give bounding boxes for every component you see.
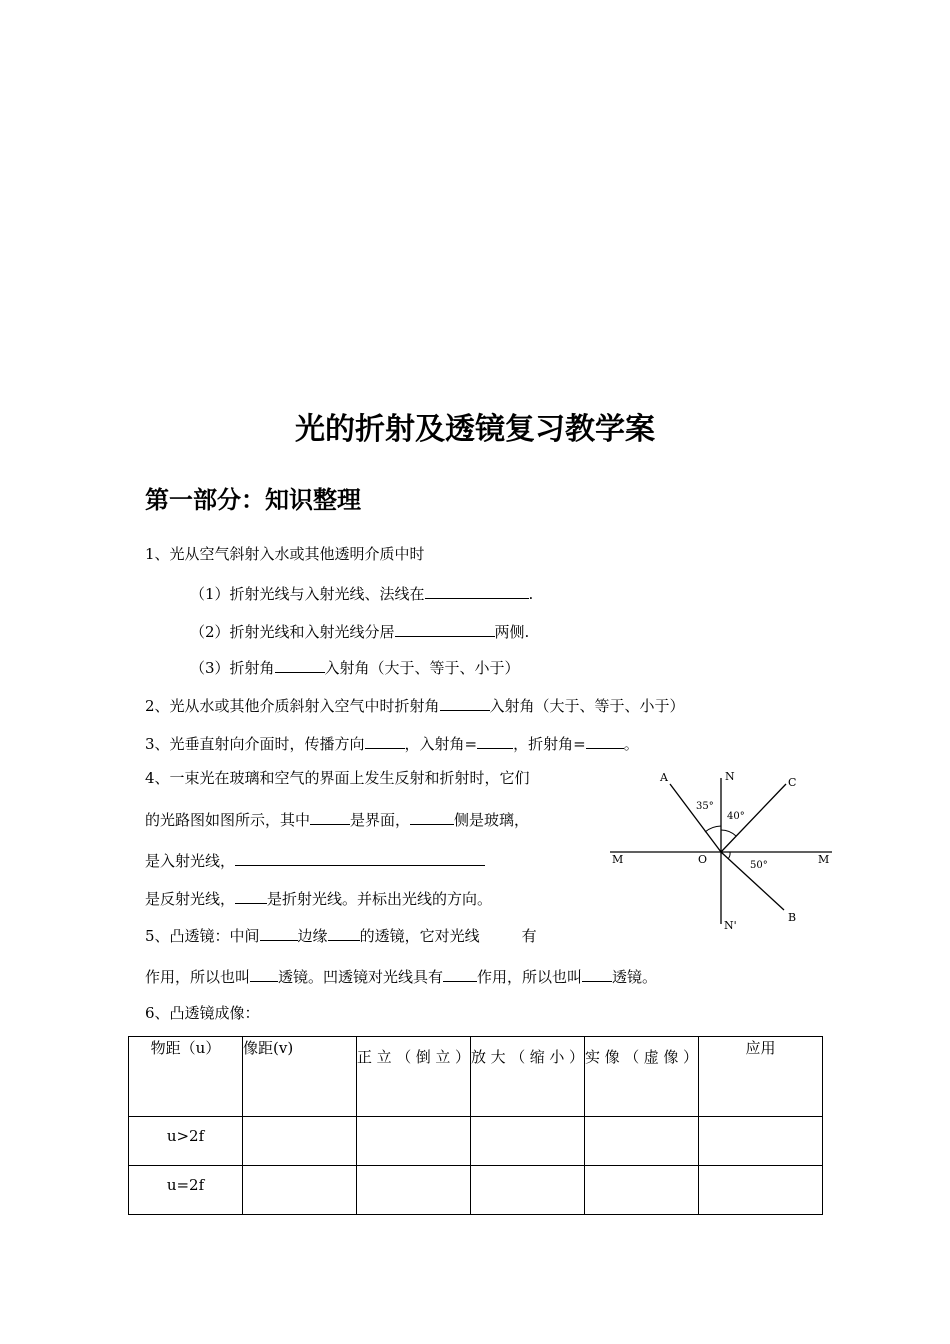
question-5-line-2 [145, 965, 657, 987]
question-4-line-2 [145, 808, 529, 830]
table-cell[interactable] [357, 1117, 471, 1166]
question-2 [145, 694, 685, 716]
header-real-virtual: 实像（虚像） [585, 1037, 699, 1117]
q4-text-2: 的光路图如图所示，其中 [145, 811, 311, 829]
question-5 [145, 924, 537, 946]
label-M-right: M [818, 853, 830, 866]
question-4-line-4 [145, 887, 492, 909]
q3-text-3: ，折射角= [513, 735, 586, 753]
q5-text-5: 作用，所以也叫 [145, 968, 251, 986]
cell-u-gt-2f: u>2f [129, 1117, 243, 1166]
ray-AO [670, 784, 721, 852]
answer-blank[interactable] [586, 732, 624, 749]
answer-blank[interactable] [235, 887, 267, 904]
q3-end: 。 [623, 735, 639, 753]
answer-blank[interactable] [582, 965, 612, 982]
answer-blank[interactable] [395, 620, 495, 637]
q5-text-3: 的透镜，它对光线 [359, 927, 480, 945]
header-upright-inverted: 正立（倒立） [357, 1037, 471, 1117]
question-1-2 [190, 620, 529, 642]
answer-blank[interactable] [250, 965, 278, 982]
question-4-line-3 [145, 849, 485, 871]
angle-arc-35 [705, 826, 721, 832]
question-6 [145, 1003, 260, 1023]
q5-text-6: 透镜。凹透镜对光线具有 [278, 968, 444, 986]
q5-end: 透镜。 [612, 968, 658, 986]
q1-2-text: （2）折射光线和入射光线分居 [190, 623, 395, 641]
q2-end: 入射角（大于、等于、小于） [489, 697, 685, 715]
question-3 [145, 732, 639, 754]
q1-3-end: 入射角（大于、等于、小于） [324, 659, 520, 677]
page-title: 光的折射及透镜复习教学案 [295, 412, 655, 447]
q4-text-4: 侧是玻璃， [454, 811, 530, 829]
label-B: B [788, 911, 797, 924]
q4-text-7: 是折射光线。并标出光线的方向。 [267, 890, 493, 908]
cell-u-eq-2f: u=2f [129, 1166, 243, 1215]
header-application: 应用 [699, 1037, 823, 1117]
label-N: N [725, 770, 735, 783]
label-N-prime: N' [724, 919, 737, 932]
answer-blank[interactable] [275, 656, 325, 673]
refraction-diagram [606, 766, 836, 936]
table-cell[interactable] [585, 1166, 699, 1215]
answer-blank[interactable] [443, 965, 477, 982]
table-row [129, 1166, 823, 1215]
q1-text: 1、光从空气斜射入水或其他透明介质中时 [145, 545, 425, 563]
table-cell[interactable] [243, 1117, 357, 1166]
q4-text-6: 是反射光线， [145, 890, 236, 908]
question-1-3 [190, 656, 520, 678]
q4-text-3: 是界面， [350, 811, 411, 829]
q5-text-2: 边缘 [297, 927, 328, 945]
angle-label-50: 50° [750, 860, 768, 871]
label-O: O [698, 853, 708, 866]
angle-label-40: 40° [727, 811, 745, 822]
table-cell[interactable] [699, 1117, 823, 1166]
answer-blank[interactable] [235, 849, 485, 866]
q2-text: 2、光从水或其他介质斜射入空气中时折射角 [145, 697, 440, 715]
answer-blank[interactable] [440, 694, 490, 711]
q1-1-end: . [528, 585, 534, 603]
q3-text-2: ，入射角= [404, 735, 478, 753]
table-header-row [129, 1037, 823, 1117]
q6-text: 6、凸透镜成像： [145, 1004, 260, 1022]
angle-arc-50 [728, 852, 730, 859]
question-1-1 [190, 582, 533, 604]
q3-text: 3、光垂直射向介面时，传播方向 [145, 735, 365, 753]
section-title: 第一部分：知识整理 [145, 486, 361, 514]
label-A: A [660, 771, 668, 784]
q1-3-text: （3）折射角 [190, 659, 275, 677]
table-cell[interactable] [699, 1166, 823, 1215]
question-1 [145, 544, 425, 564]
answer-blank[interactable] [410, 808, 454, 825]
label-M-left: M [612, 853, 624, 866]
header-magnified-reduced: 放大（缩小） [471, 1037, 585, 1117]
q5-text: 5、凸透镜：中间 [145, 927, 260, 945]
answer-blank[interactable] [477, 732, 513, 749]
table-row [129, 1117, 823, 1166]
answer-blank[interactable] [310, 808, 350, 825]
q5-text-7: 作用，所以也叫 [477, 968, 583, 986]
header-object-distance: 物距（u） [129, 1037, 243, 1117]
label-C: C [788, 776, 797, 789]
table-cell[interactable] [471, 1166, 585, 1215]
answer-blank[interactable] [425, 582, 529, 599]
table-cell[interactable] [243, 1166, 357, 1215]
table-cell[interactable] [471, 1117, 585, 1166]
q5-text-4: 有 [521, 927, 537, 945]
header-image-distance: 像距(v) [243, 1037, 357, 1117]
answer-blank[interactable] [328, 924, 360, 941]
table-cell[interactable] [357, 1166, 471, 1215]
table-cell[interactable] [585, 1117, 699, 1166]
question-4 [145, 768, 530, 788]
angle-arc-40 [721, 830, 736, 836]
angle-label-35: 35° [696, 801, 714, 812]
q4-text-5: 是入射光线， [145, 852, 236, 870]
imaging-table [128, 1036, 823, 1215]
answer-blank[interactable] [260, 924, 298, 941]
q1-1-text: （1）折射光线与入射光线、法线在 [190, 585, 425, 603]
answer-blank[interactable] [365, 732, 405, 749]
q1-2-end: 两侧. [494, 623, 530, 641]
q4-text: 4、一束光在玻璃和空气的界面上发生反射和折射时，它们 [145, 769, 530, 787]
